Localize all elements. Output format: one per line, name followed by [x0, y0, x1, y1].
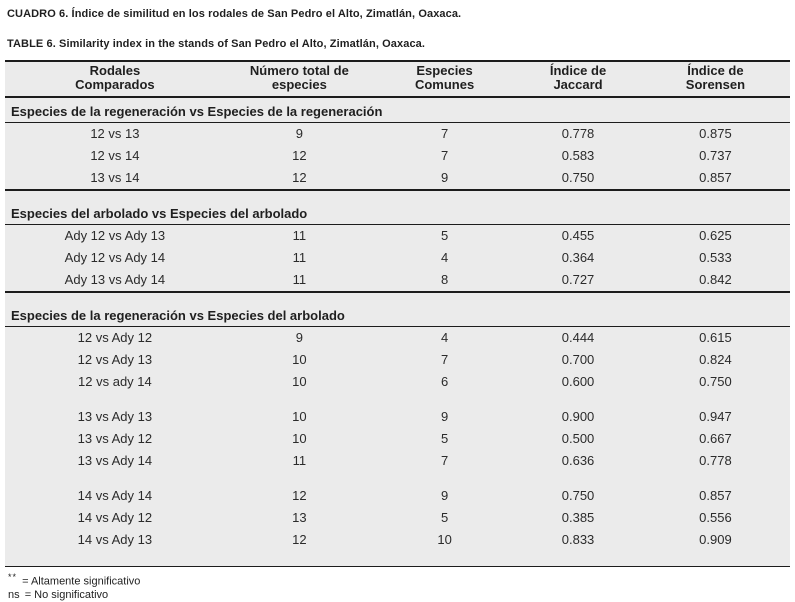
cell-indice-sorensen: 0.875 — [699, 126, 732, 141]
cell-indice-sorensen: 0.556 — [699, 510, 732, 525]
cell-indice-sorensen: 0.857 — [699, 488, 732, 503]
spacer-row — [5, 551, 790, 567]
cell-numero-total-especies: 13 — [292, 510, 307, 525]
cell-especies-comunes: 8 — [374, 269, 515, 292]
table-row — [5, 327, 790, 350]
table-row — [5, 349, 790, 371]
cell-rodales-comparados: 13 vs Ady 12 — [77, 431, 153, 446]
column-header-line: Rodales — [89, 63, 141, 78]
cell-especies-comunes: 7 — [440, 453, 449, 468]
spacer-row — [5, 472, 790, 485]
cell-rodales-comparados: Ady 12 vs Ady 13 — [64, 228, 166, 243]
footnote-not-significant — [8, 589, 790, 602]
cell-indice-jaccard: 0.900 — [561, 409, 595, 424]
column-header-line: Comparados — [75, 77, 155, 92]
column-header-line: Índice de — [549, 63, 607, 78]
column-header-line: especies — [271, 77, 327, 92]
column-header-line: Índice de — [687, 63, 744, 78]
cell-rodales-comparados: Ady 13 vs Ady 14 — [5, 269, 225, 292]
spacer-row — [5, 393, 790, 406]
cell-numero-total-especies: 12 — [292, 148, 307, 163]
cell-indice-jaccard: 0.833 — [561, 532, 595, 547]
cell-indice-jaccard: 0.455 — [561, 228, 595, 243]
cell-numero-total-especies: 11 — [225, 269, 374, 292]
cell-especies-comunes: 6 — [440, 374, 449, 389]
cell-numero-total-especies: 9 — [295, 330, 303, 345]
cell-especies-comunes: 7 — [440, 148, 449, 163]
column-header-especies-comunes — [374, 61, 515, 97]
column-header-line: Sorensen — [685, 77, 746, 92]
cell-indice-sorensen: 0.737 — [699, 148, 732, 163]
cell-rodales-comparados: 14 vs Ady 12 — [77, 510, 153, 525]
cell-indice-jaccard: 0.750 — [515, 167, 641, 190]
table-row — [5, 371, 790, 393]
cell-numero-total-especies: 12 — [292, 532, 307, 547]
spacer-row — [5, 190, 790, 200]
table-row — [5, 450, 790, 472]
section-header-label: Especies de la regeneración vs Especies del arbolado — [5, 302, 790, 327]
cell-indice-jaccard: 0.444 — [561, 330, 595, 345]
similarity-table — [5, 60, 790, 567]
cell-especies-comunes: 9 — [440, 409, 449, 424]
cell-indice-jaccard: 0.364 — [561, 250, 595, 265]
cell-indice-sorensen: 0.842 — [641, 269, 790, 292]
cell-especies-comunes: 5 — [440, 228, 449, 243]
cell-especies-comunes: 7 — [440, 126, 449, 141]
table-title-english: TABLE 6. Similarity index in the stands of San Pedro el Alto, Zimatlán, Oaxaca. — [7, 38, 426, 50]
footnote-text: = Altamente significativo — [22, 575, 141, 588]
cell-indice-sorensen: 0.667 — [699, 431, 732, 446]
table-row — [5, 529, 790, 551]
cell-numero-total-especies: 10 — [292, 431, 307, 446]
column-header-rodales-comparados — [5, 61, 225, 97]
cell-indice-sorensen: 0.750 — [699, 374, 732, 389]
cell-indice-sorensen: 0.533 — [699, 250, 732, 265]
cell-numero-total-especies: 10 — [292, 409, 307, 424]
cell-indice-jaccard: 0.500 — [561, 431, 595, 446]
column-header-line: Especies — [416, 63, 473, 78]
cell-especies-comunes: 4 — [440, 330, 449, 345]
column-header-line: Comunes — [414, 77, 475, 92]
cell-indice-jaccard: 0.600 — [561, 374, 595, 389]
cell-rodales-comparados: 14 vs Ady 14 — [77, 488, 153, 503]
footnote-marker: ns — [8, 588, 20, 601]
table-row — [5, 269, 790, 292]
cell-numero-total-especies: 11 — [292, 250, 307, 265]
cell-numero-total-especies: 10 — [292, 374, 307, 389]
cell-indice-sorensen: 0.909 — [699, 532, 732, 547]
cell-indice-sorensen: 0.615 — [699, 330, 732, 345]
table-row — [5, 428, 790, 450]
cell-rodales-comparados: 12 vs Ady 12 — [77, 330, 153, 345]
cell-indice-sorensen: 0.778 — [699, 453, 732, 468]
cell-indice-sorensen: 0.625 — [699, 228, 732, 243]
cell-numero-total-especies: 12 — [292, 488, 307, 503]
table-row — [5, 247, 790, 269]
cell-numero-total-especies: 11 — [292, 453, 307, 468]
cell-indice-sorensen: 0.947 — [699, 409, 732, 424]
table-body — [5, 97, 790, 567]
cell-rodales-comparados: 13 vs Ady 13 — [77, 409, 153, 424]
column-header-indice-sorensen — [641, 61, 790, 97]
footnote-highly-significant — [8, 571, 790, 589]
cell-numero-total-especies: 9 — [295, 126, 303, 141]
cell-numero-total-especies: 12 — [225, 167, 374, 190]
table-row — [5, 485, 790, 507]
section-header-row — [5, 97, 790, 123]
cell-especies-comunes: 5 — [440, 510, 449, 525]
cell-rodales-comparados: Ady 12 vs Ady 14 — [64, 250, 166, 265]
cell-indice-jaccard: 0.727 — [515, 269, 641, 292]
table-row — [5, 507, 790, 529]
column-header-line: Jaccard — [553, 77, 603, 92]
cell-rodales-comparados: 12 vs 13 — [90, 126, 140, 141]
table-row — [5, 123, 790, 146]
cell-numero-total-especies: 11 — [292, 228, 307, 243]
cell-especies-comunes: 7 — [440, 352, 449, 367]
column-header-numero-total-especies — [225, 61, 374, 97]
section-header-label: Especies del arbolado vs Especies del arbolado — [5, 200, 790, 225]
section-header-row — [5, 200, 790, 225]
cell-rodales-comparados: 12 vs ady 14 — [78, 374, 152, 389]
cell-indice-jaccard: 0.583 — [561, 148, 595, 163]
cell-rodales-comparados: 13 vs 14 — [5, 167, 225, 190]
table-title-spanish: CUADRO 6. Índice de similitud en los rodales de San Pedro el Alto, Zimatlán, Oaxaca. — [7, 8, 462, 20]
table-row — [5, 406, 790, 428]
footnote-marker: ** — [8, 572, 18, 582]
table-row — [5, 145, 790, 167]
table-row — [5, 225, 790, 248]
cell-numero-total-especies: 10 — [292, 352, 307, 367]
table-header-row — [5, 61, 790, 97]
column-header-indice-jaccard — [515, 61, 641, 97]
cell-indice-sorensen: 0.824 — [699, 352, 732, 367]
cell-especies-comunes: 4 — [440, 250, 449, 265]
cell-especies-comunes: 9 — [374, 167, 515, 190]
cell-especies-comunes: 9 — [440, 488, 449, 503]
cell-rodales-comparados: 13 vs Ady 14 — [77, 453, 153, 468]
cell-rodales-comparados: 14 vs Ady 13 — [77, 532, 153, 547]
cell-rodales-comparados: 12 vs 14 — [90, 148, 140, 163]
table-row — [5, 167, 790, 190]
cell-indice-jaccard: 0.385 — [561, 510, 595, 525]
section-header-label: Especies de la regeneración vs Especies de la regeneración — [5, 97, 790, 123]
cell-indice-jaccard: 0.700 — [561, 352, 595, 367]
footnotes — [8, 571, 790, 602]
cell-indice-jaccard: 0.750 — [561, 488, 595, 503]
section-header-row — [5, 302, 790, 327]
cell-especies-comunes: 5 — [440, 431, 449, 446]
cell-indice-sorensen: 0.857 — [641, 167, 790, 190]
spacer-row — [5, 292, 790, 302]
cell-indice-jaccard: 0.778 — [561, 126, 595, 141]
cell-especies-comunes: 10 — [437, 532, 452, 547]
cell-indice-jaccard: 0.636 — [561, 453, 595, 468]
footnote-text: = No significativo — [24, 588, 109, 601]
cell-rodales-comparados: 12 vs Ady 13 — [77, 352, 153, 367]
column-header-line: Número total de — [249, 63, 349, 78]
